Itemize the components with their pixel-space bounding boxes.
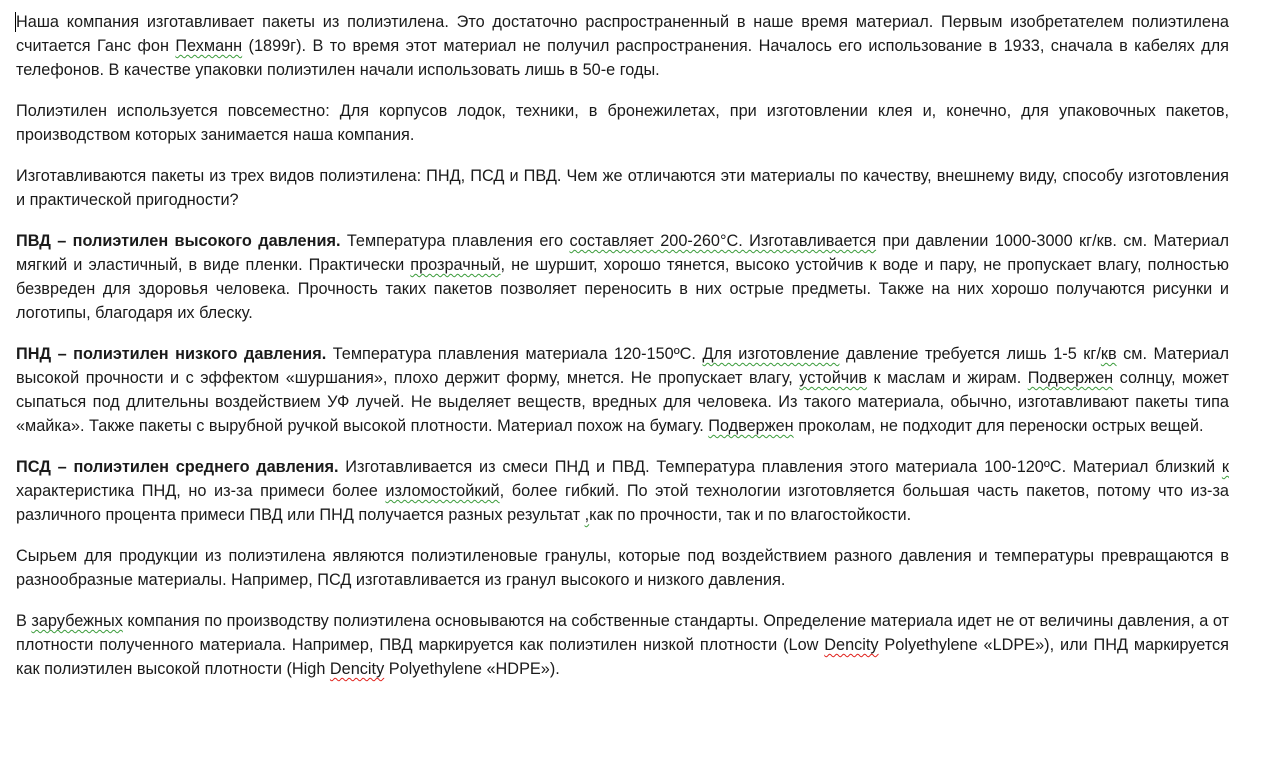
text-run: Полиэтилен используется повсеместно: Для корпусов лодок, техники, в бронежилетах, при изготовлении клея и, конечно, для упаковочных пакетов, производством которых занимается наша компания. [16,102,1229,144]
text-run: Сырьем для продукции из полиэтилена являются полиэтиленовые гранулы, которые под воздействием разного давления и температуры превращаются в разнообразные материалы. Например, ПСД изготавливается из гранул высокого и низкого давления. [16,547,1229,589]
paragraph-pvd [16,229,1229,325]
grammar-underline: устойчив [799,369,868,387]
grammar-underline: Подвержен [1027,369,1114,387]
grammar-underline: прозрачный [410,256,501,274]
text-run: при давлении 1000-3000 кг/кв. см. Материал мягкий и эластичный, в виде пленки. Практически [16,232,1229,274]
text-run: характеристика ПНД, но из-за примеси более [16,482,386,500]
text-run: Наша компания изготавливает пакеты из полиэтилена. Это достаточно распространенный в наше время материал. Первым изобретателем полиэтилена считается Ганс фон [16,13,1229,55]
text-run: к маслам и жирам. [867,369,1028,387]
text-run: Изготавливаются пакеты из трех видов полиэтилена: ПНД, ПСД и ПВД. Чем же отличаются эти материалы по качеству, внешнему виду, способу изготовления и практической пригодности? [16,167,1229,209]
grammar-underline: кв [1100,345,1117,363]
bold-heading: ПСД – полиэтилен среднего давления. [16,458,339,476]
text-run: см. Материал высокой прочности и с эффектом «шуршания», плохо держит форму, мнется. Не пропускает влагу, [16,345,1229,387]
bold-heading: ПНД – полиэтилен низкого давления. [16,345,327,363]
grammar-underline: Подвержен [708,417,794,435]
grammar-underline: составляет 200-260°С. Изготавливается [569,232,877,250]
text-run: Температура плавления материала 120-150ºС. [326,345,703,363]
text-run: В [16,612,32,630]
paragraph-raw-material [16,544,1229,592]
text-run: как по прочности, так и по влагостойкости. [589,506,912,524]
paragraph-foreign-standards [16,609,1229,681]
paragraph-psd [16,455,1229,527]
text-run: проколам, не подходит для переноски острых вещей. [793,417,1204,435]
grammar-underline: зарубежных [31,612,123,630]
spelling-underline: Dencity [824,636,879,654]
paragraph-usage [16,99,1229,147]
grammar-underline: к [1221,458,1229,476]
text-run: Температура плавления его [340,232,570,250]
text-run: Polyethylene «LDPE»), или ПНД маркируется как полиэтилен высокой плотности (High [16,636,1229,678]
grammar-underline: Для изготовление [702,345,840,363]
text-run: Изготавливается из смеси ПНД и ПВД. Температура плавления этого материала 100-120ºС. Материал близкий [338,458,1222,476]
text-run: солнцу, может сыпаться под длительны воздействием УФ лучей. Не выделяет веществ, вредных для человека. Из такого материала, обычно, изготавливают пакеты типа «майка». Также пакеты с вырубной ручкой высокой плотности. Материал похож на бумагу. [16,369,1229,435]
paragraph-types [16,164,1229,212]
grammar-underline: изломостойкий [385,482,500,500]
text-run: Polyethylene «HDPE»). [384,660,560,678]
grammar-underline: Пехманн [175,37,243,55]
text-run: , не шуршит, хорошо тянется, высоко устойчив к воде и пару, не пропускает влагу, полностью безвреден для здоровья человека. Прочность таких пакетов позволяет переносить в них острые предметы. Также на них хорошо получаются рисунки и логотипы, благодаря их блеску. [16,256,1229,322]
spelling-underline: Dencity [329,660,385,678]
text-run: давление требуется лишь 1-5 кг/ [839,345,1101,363]
paragraph-pnd [16,342,1229,438]
text-run: компания по производству полиэтилена основываются на собственные стандарты. Определение материала идет не от величины давления, а от плотности полученного материала. Например, ПВД маркируется как полиэтилен низкой плотности (Low [16,612,1229,654]
document-body[interactable] [16,10,1229,698]
paragraph-intro [16,10,1229,82]
text-run: , более гибкий. По этой технологии изготовляется большая часть пакетов, потому что из-за различного процента примеси ПВД или ПНД получается разных результат [16,482,1229,524]
bold-heading: ПВД – полиэтилен высокого давления. [16,232,341,250]
text-run: (1899г). В то время этот материал не получил распространения. Началось его использование в 1933, сначала в кабелях для телефонов. В качестве упаковки полиэтилен начали использовать лишь в 50-е годы. [16,37,1229,79]
grammar-underline: , [584,506,590,524]
